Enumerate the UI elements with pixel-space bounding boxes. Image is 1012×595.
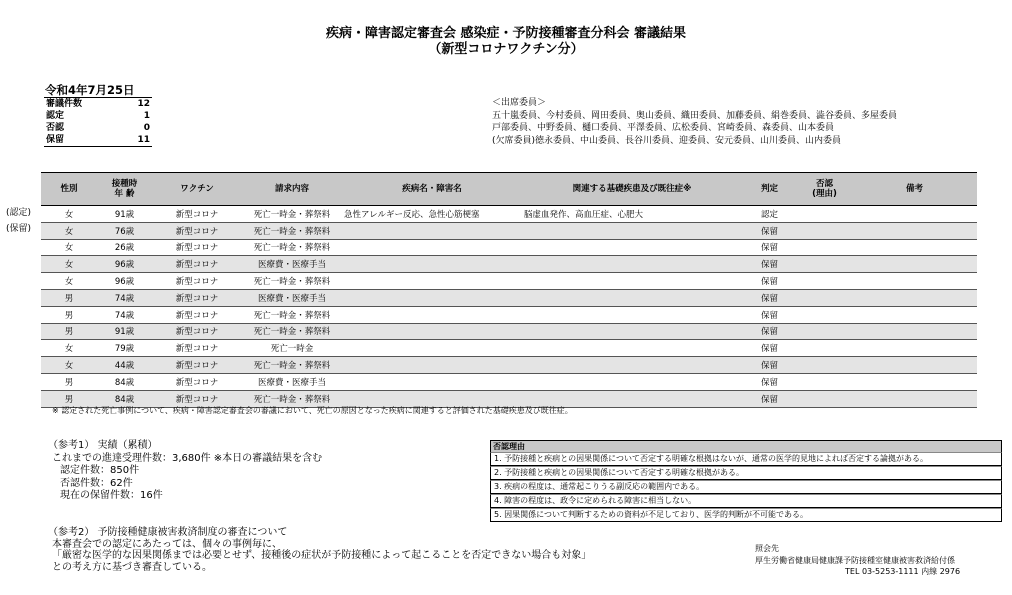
reference1-line: これまでの進達受理件数：3,680件 ※本日の審議結果を含む (52, 452, 323, 464)
cell-vaccine: 新型コロナ (152, 373, 242, 390)
cell-base-disease (522, 289, 742, 306)
cell-sex: 男 (41, 306, 97, 323)
cell-claim: 死亡一時金・葬祭料 (242, 306, 342, 323)
cell-sex: 女 (41, 357, 97, 374)
cell-disease (342, 340, 522, 357)
summary-value: 11 (98, 134, 152, 147)
cell-remarks (852, 256, 977, 273)
cell-judgment: 保留 (742, 222, 797, 239)
cell-remarks (852, 273, 977, 290)
cell-judgment: 保留 (742, 239, 797, 256)
cell-vaccine: 新型コロナ (152, 206, 242, 223)
results-table (41, 172, 977, 408)
cell-disease (342, 306, 522, 323)
cell-reason (797, 289, 852, 306)
cell-base-disease (522, 357, 742, 374)
cell-age: 84歳 (97, 373, 152, 390)
cell-remarks (852, 306, 977, 323)
cell-sex: 男 (41, 289, 97, 306)
cell-sex: 男 (41, 373, 97, 390)
cell-vaccine: 新型コロナ (152, 222, 242, 239)
cell-remarks (852, 222, 977, 239)
meeting-date: 令和4年7月25日 (45, 83, 135, 97)
table-row (41, 222, 977, 239)
cell-judgment: 保留 (742, 357, 797, 374)
cell-reason (797, 206, 852, 223)
rejection-reason-item: 3. 疾病の程度は、通常起こりうる副反応の範囲内である。 (490, 480, 1002, 494)
absent-members-line: (欠席委員)徳永委員、中山委員、長谷川委員、迎委員、安元委員、山川委員、山内委員 (492, 135, 842, 146)
cell-claim: 死亡一時金・葬祭料 (242, 357, 342, 374)
cell-sex: 女 (41, 239, 97, 256)
cell-base-disease (522, 273, 742, 290)
cell-remarks (852, 373, 977, 390)
cell-judgment: 保留 (742, 373, 797, 390)
cell-judgment: 保留 (742, 390, 797, 407)
summary-table (44, 97, 152, 147)
cell-sex: 女 (41, 256, 97, 273)
cell-sex: 女 (41, 222, 97, 239)
reference1-line: 現在の保留件数：16件 (60, 490, 163, 501)
contact-phone: TEL 03-5253-1111 内線 2976 (845, 567, 961, 576)
cell-base-disease (522, 373, 742, 390)
summary-row (44, 110, 152, 122)
table-row (41, 306, 977, 323)
col-disease: 疾病名・障害名 (342, 173, 522, 206)
rejection-reasons-box (490, 440, 1002, 522)
contact-block (755, 543, 960, 578)
cell-disease (342, 357, 522, 374)
reference2-block (48, 527, 591, 573)
contact-label: 照会先 (755, 544, 779, 553)
cell-age: 44歳 (97, 357, 152, 374)
cell-judgment: 保留 (742, 273, 797, 290)
cell-judgment: 保留 (742, 323, 797, 340)
col-reason-line1: 否認 (815, 179, 833, 189)
attending-members (492, 97, 897, 147)
cell-remarks (852, 289, 977, 306)
cell-reason (797, 222, 852, 239)
members-line: 戸部委員、中野委員、樋口委員、平澤委員、広松委員、宮崎委員、森委員、山本委員 (492, 123, 835, 133)
summary-row (44, 98, 152, 111)
table-row (41, 273, 977, 290)
cell-age: 74歳 (97, 306, 152, 323)
cell-claim: 死亡一時金・葬祭料 (242, 273, 342, 290)
cell-claim: 死亡一時金・葬祭料 (242, 222, 342, 239)
rejection-reason-item: 5. 因果関係について判断するための資料が不足しており、医学的判断が不可能である。 (490, 508, 1002, 522)
cell-base-disease (522, 306, 742, 323)
summary-row (44, 134, 152, 147)
cell-base-disease (522, 256, 742, 273)
cell-vaccine: 新型コロナ (152, 390, 242, 407)
cell-disease (342, 373, 522, 390)
row-tag-pending: (保留) (6, 224, 32, 234)
cell-reason (797, 239, 852, 256)
summary-value: 12 (98, 98, 152, 111)
col-base-disease: 関連する基礎疾患及び既往症※ (522, 173, 742, 206)
reference2-line: 「厳密な医学的な因果関係までは必要とせず、接種後の症状が予防接種によって起こることを否定できない場合も対象」 (52, 550, 592, 561)
rejection-reasons-heading: 否認理由 (490, 440, 1002, 452)
cell-vaccine: 新型コロナ (152, 306, 242, 323)
cell-age: 74歳 (97, 289, 152, 306)
cell-claim: 死亡一時金 (242, 340, 342, 357)
table-row (41, 357, 977, 374)
col-age (97, 173, 152, 206)
cell-vaccine: 新型コロナ (152, 273, 242, 290)
summary-value: 1 (143, 111, 150, 121)
members-heading: ＜出席委員＞ (492, 98, 547, 108)
cell-reason (797, 323, 852, 340)
rejection-reason-item: 2. 予防接種と疾病との因果関係について否定する明確な根拠がある。 (490, 466, 1002, 480)
members-line: 五十嵐委員、今村委員、岡田委員、奥山委員、織田委員、加藤委員、絹巻委員、澁谷委員、多屋委員 (492, 110, 898, 121)
rejection-reason-item: 1. 予防接種と疾病との因果関係について否定する明確な根拠はないが、通常の医学的見地によれば否定する論拠がある。 (490, 452, 1002, 466)
summary-label: 審議件数 (44, 98, 98, 111)
cell-reason (797, 340, 852, 357)
cell-base-disease (522, 239, 742, 256)
row-tag-approved: (認定) (6, 208, 32, 218)
reference1-line: 否認件数：62件 (60, 477, 133, 489)
cell-judgment: 保留 (742, 340, 797, 357)
table-row (41, 373, 977, 390)
cell-reason (797, 306, 852, 323)
rejection-reason-item: 4. 障害の程度は、政令に定められる障害に相当しない。 (490, 494, 1002, 508)
cell-age: 84歳 (97, 390, 152, 407)
cell-age: 26歳 (97, 239, 152, 256)
cell-age: 79歳 (97, 340, 152, 357)
cell-disease (342, 256, 522, 273)
cell-claim: 医療費・医療手当 (242, 289, 342, 306)
cell-sex: 女 (41, 273, 97, 290)
cell-age: 91歳 (97, 206, 152, 223)
col-sex: 性別 (41, 173, 97, 206)
table-row (41, 323, 977, 340)
table-row (41, 256, 977, 273)
cell-reason (797, 273, 852, 290)
cell-remarks (852, 390, 977, 407)
reference1-line: 認定件数：850件 (60, 465, 140, 476)
col-vaccine: ワクチン (152, 173, 242, 206)
cell-age: 91歳 (97, 323, 152, 340)
summary-label: 否認 (46, 123, 65, 133)
table-header-row (41, 173, 977, 206)
cell-sex: 男 (41, 323, 97, 340)
cell-vaccine: 新型コロナ (152, 239, 242, 256)
table-footnote: ※ 認定された死亡事例について、疾病・障害認定審査会の審議において、死亡の原因となった疾病に関連すると評価された基礎疾患及び既往症。 (52, 406, 573, 415)
cell-age: 96歳 (97, 273, 152, 290)
cell-disease (342, 273, 522, 290)
cell-claim: 死亡一時金・葬祭料 (242, 206, 342, 223)
contact-dept: 厚生労働省健康局健康課予防接種室健康被害救済給付係 (755, 555, 955, 565)
cell-base-disease (522, 340, 742, 357)
summary-label: 認定 (46, 111, 65, 121)
cell-vaccine: 新型コロナ (152, 323, 242, 340)
cell-vaccine: 新型コロナ (152, 256, 242, 273)
cell-base-disease: 脳虚血発作、高血圧症、心肥大 (522, 206, 742, 223)
cell-vaccine: 新型コロナ (152, 357, 242, 374)
col-reason-line2: (理由) (812, 189, 837, 199)
cell-remarks (852, 323, 977, 340)
cell-remarks (852, 239, 977, 256)
reference1-block (48, 440, 322, 503)
reference1-heading: （参考1） 実績（累積） (48, 440, 158, 451)
cell-judgment: 保留 (742, 289, 797, 306)
cell-disease (342, 289, 522, 306)
cell-judgment: 認定 (742, 206, 797, 223)
col-reason (797, 173, 852, 206)
col-age-line1: 接種時 (111, 179, 138, 189)
page-subtitle: （新型コロナワクチン分） (428, 42, 584, 57)
page-title: 疾病・障害認定審査会 感染症・予防接種審査分科会 審議結果 (325, 26, 687, 41)
cell-disease (342, 222, 522, 239)
col-remarks: 備考 (852, 173, 977, 206)
cell-age: 96歳 (97, 256, 152, 273)
cell-disease: 急性アレルギー反応、急性心筋梗塞 (342, 206, 522, 223)
cell-reason (797, 373, 852, 390)
cell-judgment: 保留 (742, 256, 797, 273)
table-row (41, 340, 977, 357)
cell-claim: 死亡一時金・葬祭料 (242, 323, 342, 340)
cell-claim: 死亡一時金・葬祭料 (242, 239, 342, 256)
cell-disease (342, 239, 522, 256)
summary-row (44, 122, 152, 134)
cell-sex: 女 (41, 340, 97, 357)
col-claim: 請求内容 (242, 173, 342, 206)
col-age-line2: 年 齢 (114, 189, 135, 199)
cell-remarks (852, 340, 977, 357)
cell-vaccine: 新型コロナ (152, 289, 242, 306)
cell-base-disease (522, 323, 742, 340)
cell-vaccine: 新型コロナ (152, 340, 242, 357)
cell-judgment: 保留 (742, 306, 797, 323)
cell-disease (342, 323, 522, 340)
cell-claim: 医療費・医療手当 (242, 256, 342, 273)
cell-base-disease (522, 222, 742, 239)
table-row (41, 289, 977, 306)
cell-reason (797, 256, 852, 273)
table-row (41, 239, 977, 256)
cell-remarks (852, 357, 977, 374)
cell-reason (797, 390, 852, 407)
table-row (41, 206, 977, 223)
summary-label: 保留 (44, 134, 98, 147)
reference2-line: との考え方に基づき審査している。 (52, 561, 212, 573)
reference2-line: 本審査会での認定にあたっては、個々の事例毎に、 (52, 538, 282, 550)
summary-value: 0 (143, 123, 150, 133)
cell-age: 76歳 (97, 222, 152, 239)
reference2-heading: （参考2） 予防接種健康被害救済制度の審査について (48, 527, 288, 538)
cell-sex: 女 (41, 206, 97, 223)
col-judgment: 判定 (742, 173, 797, 206)
cell-remarks (852, 206, 977, 223)
cell-claim: 医療費・医療手当 (242, 373, 342, 390)
cell-reason (797, 357, 852, 374)
cell-claim: 死亡一時金・葬祭料 (242, 390, 342, 407)
cell-sex: 男 (41, 390, 97, 407)
